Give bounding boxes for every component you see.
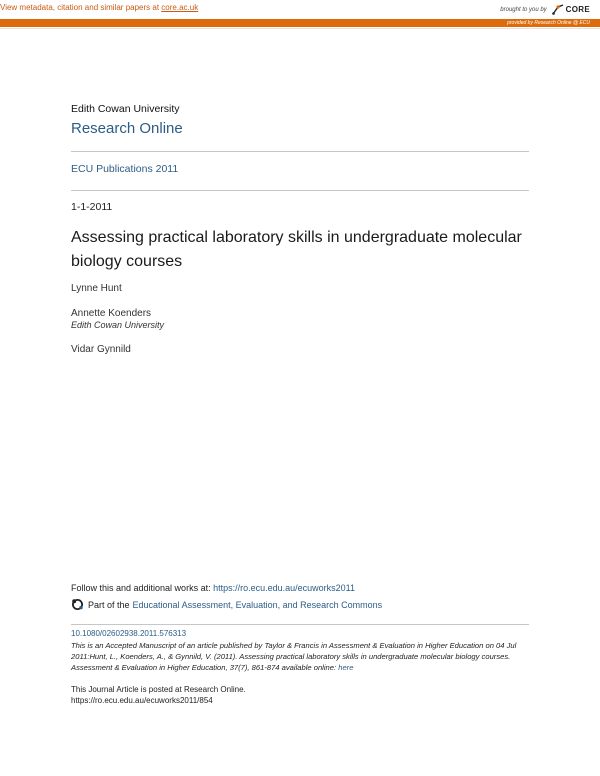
follow-line: [71, 583, 355, 593]
part-of-text: Part of the: [88, 599, 130, 610]
author-name: Vidar Gynnild: [71, 344, 131, 355]
core-logo-icon: [552, 4, 564, 15]
author-name: Annette Koenders: [71, 308, 152, 319]
core-metadata-text: View metadata, citation and similar papers at: [0, 3, 162, 12]
core-metadata-link[interactable]: [0, 3, 198, 12]
commons-link[interactable]: Educational Assessment, Evaluation, and Research Commons: [132, 599, 383, 610]
doi-link[interactable]: 10.1080/02602938.2011.576313: [71, 629, 187, 638]
part-of-line: [71, 598, 382, 611]
brought-to-you-text: brought to you by: [500, 6, 547, 13]
document-title: Assessing practical laboratory skills in undergraduate molecular biology courses: [71, 229, 522, 270]
divider: [71, 624, 529, 625]
core-domain-link[interactable]: core.ac.uk: [161, 3, 199, 12]
article-url: https://ro.ecu.edu.au/ecuworks2011/854: [71, 696, 213, 705]
core-provided-bar: [0, 19, 600, 27]
author-affiliation: Edith Cowan University: [71, 320, 165, 330]
divider: [71, 151, 529, 152]
author-name: Lynne Hunt: [71, 283, 122, 294]
institution-name: Edith Cowan University: [71, 103, 180, 115]
core-brand[interactable]: [500, 4, 590, 15]
citation-text: [71, 640, 531, 673]
here-link[interactable]: here: [338, 663, 354, 672]
divider: [71, 190, 529, 191]
publication-date: 1-1-2011: [71, 201, 113, 213]
citation-body: This is an Accepted Manuscript of an article published by Taylor & Francis in Assessment & Evaluation in Higher Education on 04 Jul 2011:Hunt, L., Koenders, A., & Gynnild, V. (2011). Assessing practical laboratory skills in undergraduate molecular biology courses. Assessment & Evaluation in Higher Education, 37(7), 861-874 available online:: [71, 641, 517, 672]
collection-link[interactable]: ECU Publications 2011: [71, 163, 179, 175]
repository-name-link[interactable]: Research Online: [71, 120, 183, 137]
core-brand-name: CORE: [565, 5, 590, 14]
network-commons-icon: [71, 598, 84, 611]
posted-text: This Journal Article is posted at Research Online.: [71, 685, 246, 694]
core-header: [0, 0, 600, 29]
provided-by-link[interactable]: provided by Research Online @ ECU: [507, 20, 590, 26]
follow-url-link[interactable]: https://ro.ecu.edu.au/ecuworks2011: [213, 583, 355, 593]
follow-text: Follow this and additional works at:: [71, 583, 214, 593]
